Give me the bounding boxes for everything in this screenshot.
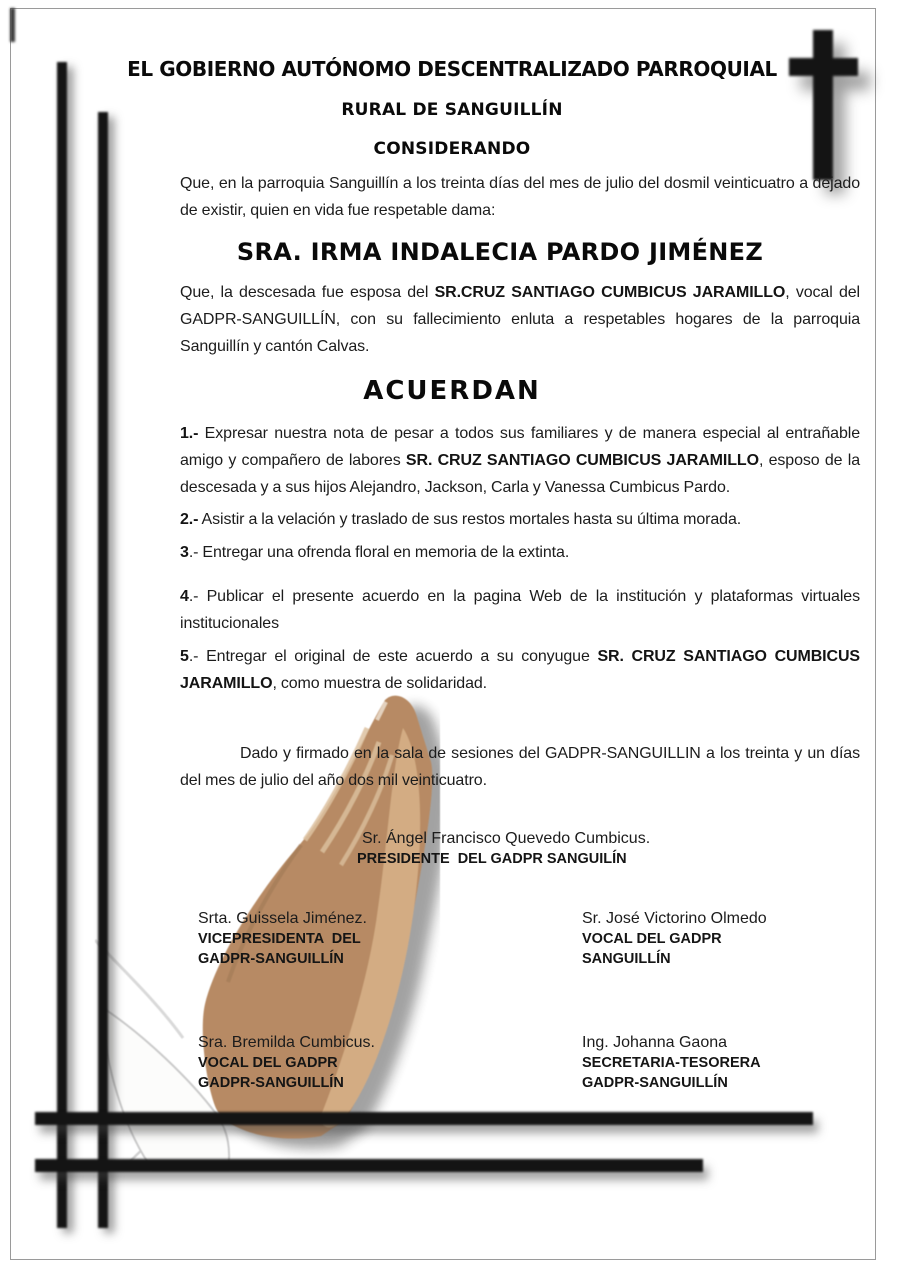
signer-name: Sr. José Victorino Olmedo: [582, 910, 767, 927]
scan-corner-mark: [10, 8, 15, 42]
signature-block-secretaria: [582, 1032, 862, 1093]
bottom-horizontal-rule-lower: [35, 1159, 703, 1172]
left-vertical-rule-inner: [98, 112, 108, 1228]
signer-name: Srta. Guissela Jiménez.: [198, 910, 367, 927]
accord-item-5: 5.- Entregar el original de este acuerdo a su conyugue SR. CRUZ SANTIAGO CUMBICUS JARAMILLO, como muestra de solidaridad.: [180, 648, 860, 692]
deceased-name-heading: SRA. IRMA INDALECIA PARDO JIMÉNEZ: [236, 238, 764, 266]
accord-item-3: 3.- Entregar una ofrenda floral en memoria de la extinta.: [180, 544, 570, 561]
accord-item-1: 1.- Expresar nuestra nota de pesar a todos sus familiares y de manera especial al entrañable amigo y compañero de labores SR. CRUZ SANTIAGO CUMBICUS JARAMILLO, esposo de la descesada y a sus hijos Alejandro, Jackson, Carla y Vanessa Cumbicus Pardo.: [180, 425, 860, 496]
signer-title-line2: GADPR-SANGUILLÍN: [198, 951, 344, 967]
intro-paragraph: Que, en la parroquia Sanguillín a los treinta días del mes de julio del dosmil veinticuatro a dejado de existir, quien en vida fue respetable dama:: [180, 175, 860, 219]
signature-block-vicepresidenta: [198, 908, 498, 969]
spouse-paragraph: Que, la descesada fue esposa del SR.CRUZ SANTIAGO CUMBICUS JARAMILLO, vocal del GADPR-SANGUILLÍN, con su fallecimiento enluta a respetables hogares de la parroquia Sanguillín y cantón Calvas.: [180, 284, 860, 355]
signer-title-line1: VOCAL DEL GADPR: [198, 1055, 338, 1071]
bottom-horizontal-rule-upper: [35, 1112, 813, 1125]
acuerdan-heading: ACUERDAN: [363, 376, 541, 406]
president-title: PRESIDENTE DEL GADPR SANGUILÍN: [357, 851, 627, 867]
signature-block-vocal-1: [582, 908, 862, 969]
closing-paragraph: Dado y firmado en la sala de sesiones del GADPR-SANGUILLIN a los treinta y un días del mes de julio del año dos mil veinticuatro.: [180, 745, 860, 789]
signer-title-line1: SECRETARIA-TESORERA: [582, 1055, 761, 1071]
accord-item-4: 4.- Publicar el presente acuerdo en la pagina Web de la institución y plataformas virtuales institucionales: [180, 588, 860, 632]
signature-block-vocal-2: [198, 1032, 498, 1093]
signer-title-line2: GADPR-SANGUILLÍN: [198, 1075, 344, 1091]
signer-title-line2: SANGUILLÍN: [582, 951, 671, 967]
header-line-1: EL GOBIERNO AUTÓNOMO DESCENTRALIZADO PARROQUIAL: [127, 57, 777, 81]
accord-item-2: 2.- Asistir a la velación y traslado de sus restos mortales hasta su última morada.: [180, 511, 742, 528]
signer-name: Ing. Johanna Gaona: [582, 1034, 728, 1051]
left-vertical-rule-outer: [57, 62, 67, 1228]
signer-title-line1: VOCAL DEL GADPR: [582, 931, 722, 947]
signature-block-presidente: [357, 828, 757, 869]
signer-name: Sra. Bremilda Cumbicus.: [198, 1034, 375, 1051]
header-line-2: RURAL DE SANGUILLÍN: [341, 100, 563, 120]
signer-title-line2: GADPR-SANGUILLÍN: [582, 1075, 728, 1091]
signer-title-line1: VICEPRESIDENTA DEL: [198, 931, 361, 947]
considerando-heading: CONSIDERANDO: [373, 139, 531, 159]
president-name: Sr. Ángel Francisco Quevedo Cumbicus.: [362, 830, 651, 847]
